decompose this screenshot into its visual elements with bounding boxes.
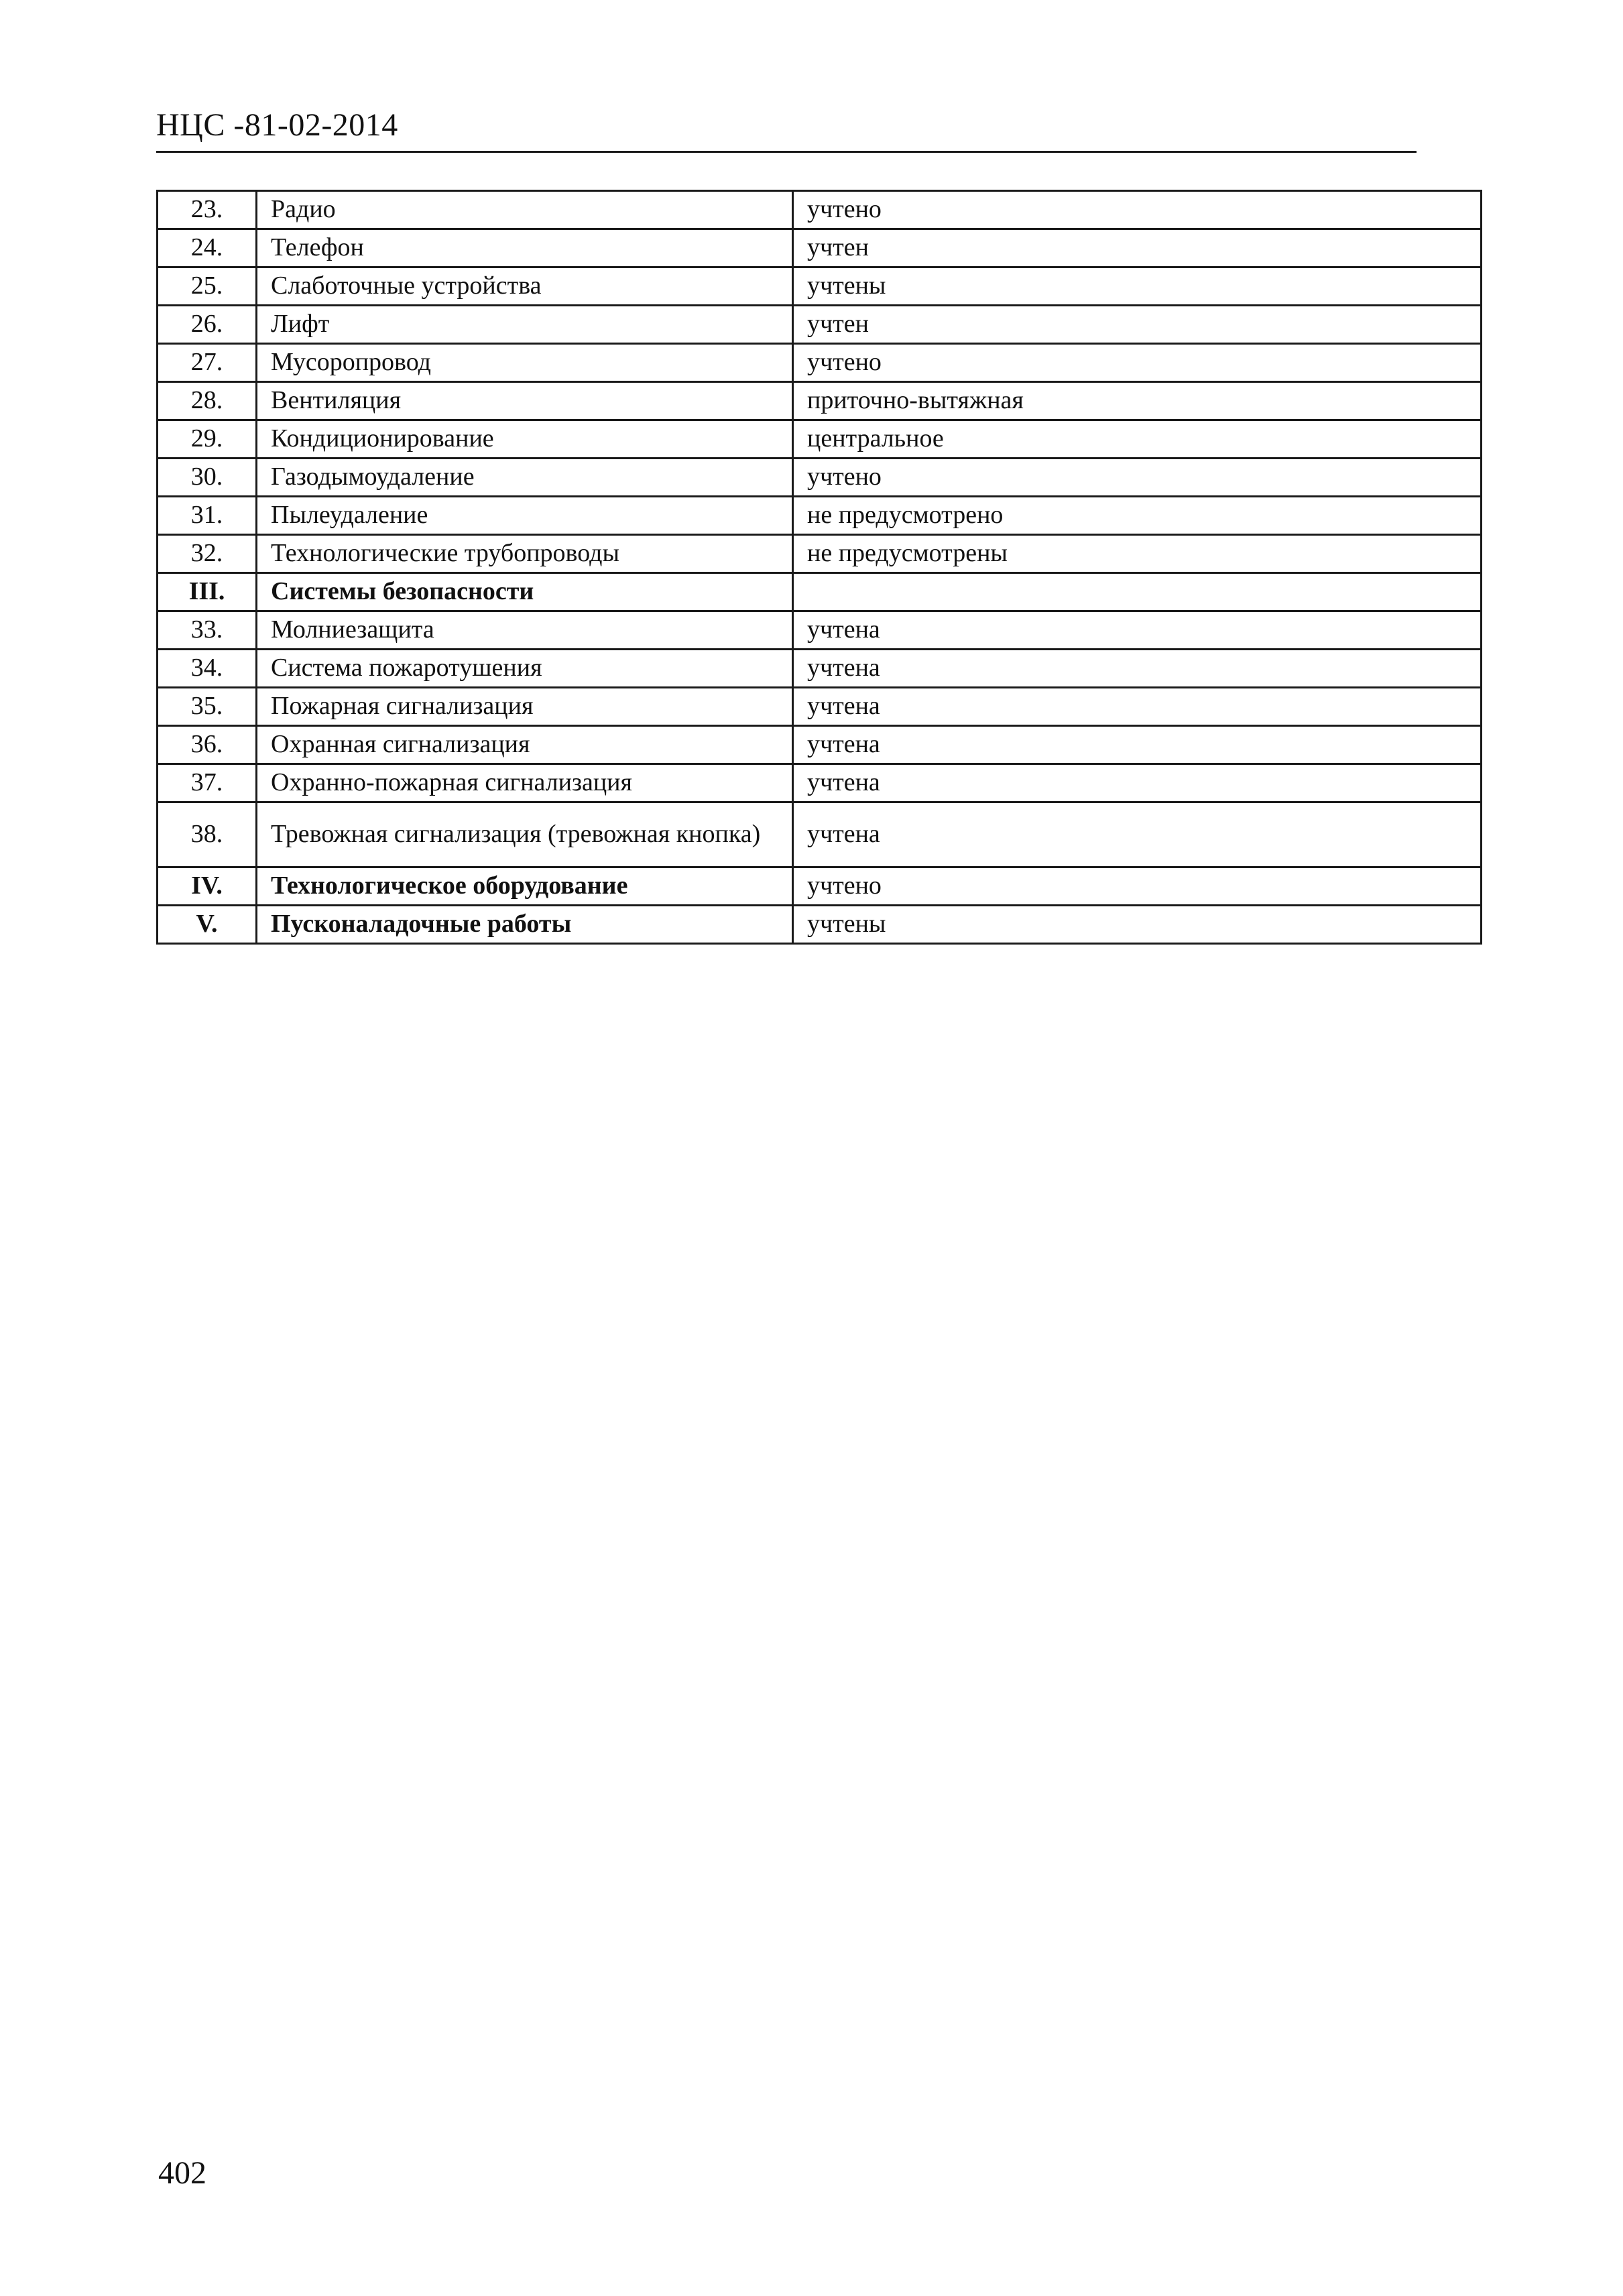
row-name: Охранная сигнализация: [257, 726, 793, 764]
row-number: 29.: [158, 420, 257, 459]
row-value: центральное: [793, 420, 1482, 459]
table-row: [158, 535, 1482, 573]
section-row: [158, 867, 1482, 906]
row-name: Слаботочные устройства: [257, 267, 793, 306]
table-row: [158, 688, 1482, 726]
table-row: [158, 267, 1482, 306]
row-number: 31.: [158, 497, 257, 535]
row-number: 23.: [158, 191, 257, 229]
row-name: Телефон: [257, 229, 793, 267]
row-value: учтена: [793, 688, 1482, 726]
row-number: 35.: [158, 688, 257, 726]
section-number: III.: [158, 573, 257, 611]
table-row: [158, 420, 1482, 459]
row-number: 26.: [158, 306, 257, 344]
section-row: [158, 906, 1482, 944]
row-value: приточно-вытяжная: [793, 382, 1482, 420]
table-row: [158, 344, 1482, 382]
row-name: Охранно-пожарная сигнализация: [257, 764, 793, 802]
row-value: учтена: [793, 611, 1482, 650]
document-code: НЦС -81-02-2014: [156, 107, 398, 143]
row-value: учтены: [793, 267, 1482, 306]
table-row: [158, 382, 1482, 420]
row-name: Кондиционирование: [257, 420, 793, 459]
section-number: IV.: [158, 867, 257, 906]
row-name: Мусоропровод: [257, 344, 793, 382]
row-name: Вентиляция: [257, 382, 793, 420]
table-row: [158, 229, 1482, 267]
table-row: [158, 306, 1482, 344]
row-value: учтен: [793, 306, 1482, 344]
row-number: 30.: [158, 459, 257, 497]
row-number: 32.: [158, 535, 257, 573]
row-number: 28.: [158, 382, 257, 420]
row-value: не предусмотрено: [793, 497, 1482, 535]
section-value: [793, 573, 1482, 611]
row-name: Молниезащита: [257, 611, 793, 650]
section-title: Пусконаладочные работы: [257, 906, 793, 944]
specification-table: [156, 190, 1482, 945]
table-row: [158, 191, 1482, 229]
row-value: учтено: [793, 459, 1482, 497]
row-number: 33.: [158, 611, 257, 650]
row-number: 38.: [158, 802, 257, 867]
row-value: учтена: [793, 802, 1482, 867]
table-row: [158, 611, 1482, 650]
page-number: 402: [158, 2155, 206, 2191]
row-number: 34.: [158, 650, 257, 688]
row-value: учтен: [793, 229, 1482, 267]
table-row: [158, 650, 1482, 688]
section-value: учтены: [793, 906, 1482, 944]
row-name: Пылеудаление: [257, 497, 793, 535]
row-name: Технологические трубопроводы: [257, 535, 793, 573]
row-name: Газодымоудаление: [257, 459, 793, 497]
table-row: [158, 726, 1482, 764]
table-row: [158, 459, 1482, 497]
row-number: 36.: [158, 726, 257, 764]
header-divider: [156, 151, 1417, 153]
row-number: 25.: [158, 267, 257, 306]
row-value: учтена: [793, 650, 1482, 688]
specification-table-body: [158, 191, 1482, 944]
row-number: 27.: [158, 344, 257, 382]
row-value: учтена: [793, 764, 1482, 802]
section-title: Технологическое оборудование: [257, 867, 793, 906]
row-value: учтено: [793, 344, 1482, 382]
row-number: 24.: [158, 229, 257, 267]
row-name: Тревожная сигнализация (тревожная кнопка): [257, 802, 793, 867]
row-name: Система пожаротушения: [257, 650, 793, 688]
row-number: 37.: [158, 764, 257, 802]
section-number: V.: [158, 906, 257, 944]
row-value: учтена: [793, 726, 1482, 764]
row-name: Пожарная сигнализация: [257, 688, 793, 726]
section-row: [158, 573, 1482, 611]
table-row: [158, 497, 1482, 535]
table-row: [158, 764, 1482, 802]
row-value: не предусмотрены: [793, 535, 1482, 573]
section-title: Системы безопасности: [257, 573, 793, 611]
row-name: Радио: [257, 191, 793, 229]
table-row: [158, 802, 1482, 867]
row-value: учтено: [793, 191, 1482, 229]
section-value: учтено: [793, 867, 1482, 906]
row-name: Лифт: [257, 306, 793, 344]
